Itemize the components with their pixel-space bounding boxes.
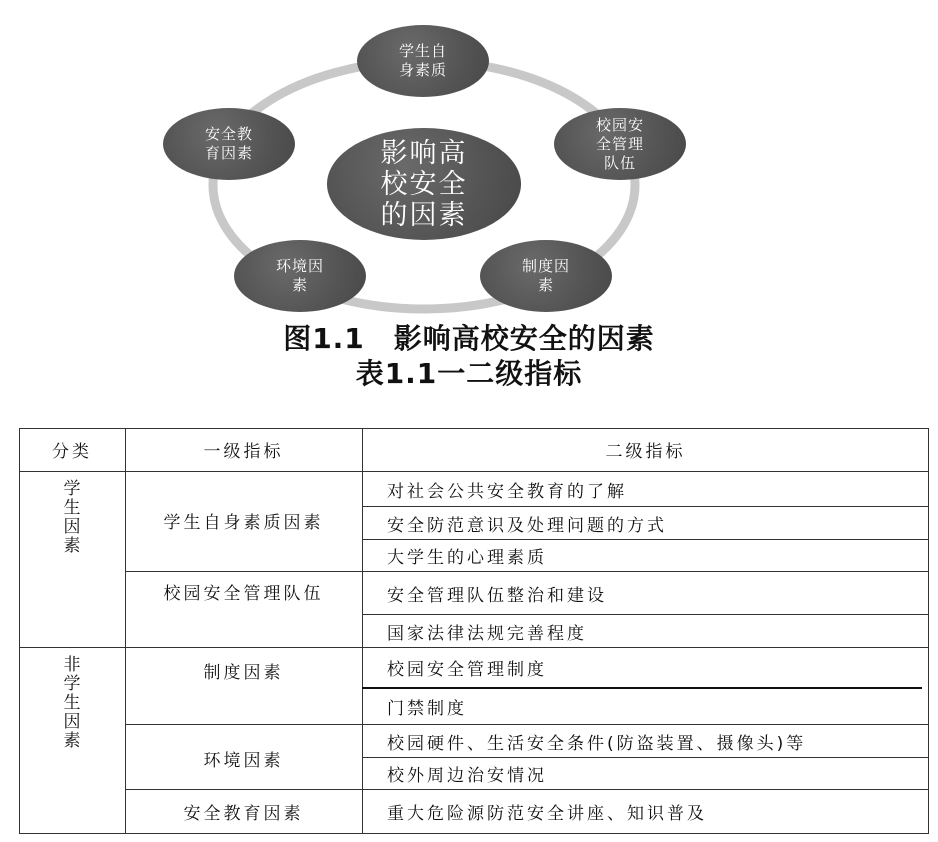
level2-cell: 校外周边治安情况 [387,766,547,786]
node-institution [480,240,612,312]
node-environment [234,240,366,312]
factor-diagram [0,0,938,320]
level1-cell: 制度因素 [203,662,284,683]
indicator-table [19,428,929,834]
level2-cell: 门禁制度 [387,699,467,719]
column-divider-2 [362,428,363,834]
level1-cell: 安全教育因素 [183,803,304,824]
figure-caption: 图1.1 影响高校安全的因素 [283,322,655,355]
center-node [327,128,521,240]
level1-cell: 学生自身素质因素 [163,512,324,533]
level2-cell: 大学生的心理素质 [387,548,547,568]
level2-cell: 安全防范意识及处理问题的方式 [387,515,667,536]
node-institution-label: 制度因 素 [521,257,570,294]
level2-cell: 安全管理队伍整治和建设 [387,585,607,606]
header-level1: 一级指标 [203,442,284,462]
table-border-bottom [19,833,929,834]
node-environment-label: 环境因 素 [275,257,324,294]
level2-cell: 校园安全管理制度 [387,660,547,680]
category-student: 学 生 因 素 [63,479,81,556]
category-non-student: 非 学 生 因 素 [63,655,81,751]
level2-cell: 重大危险源防范安全讲座、知识普及 [387,804,707,824]
center-node-label: 影响高 校安全 的因素 [380,137,468,231]
level2-cell: 国家法律法规完善程度 [387,623,587,644]
node-security-team [554,108,686,180]
node-security-team-label: 校园安 全管理 队伍 [595,115,644,172]
level1-cell: 校园安全管理队伍 [163,583,324,604]
node-student-quality-label: 学生自 身素质 [398,42,447,79]
node-safety-education-label: 安全教 育因素 [204,125,253,162]
level2-cell: 校园硬件、生活安全条件(防盗装置、摄像头)等 [387,733,807,754]
table-border-right [928,428,929,834]
table-caption: 表1.1一二级指标 [355,357,583,390]
node-safety-education [163,108,295,180]
node-student-quality [357,25,489,97]
header-category: 分类 [52,442,92,462]
level1-cell: 环境因素 [203,750,284,771]
level2-cell: 对社会公共安全教育的了解 [387,481,627,502]
header-level2: 二级指标 [605,442,686,462]
